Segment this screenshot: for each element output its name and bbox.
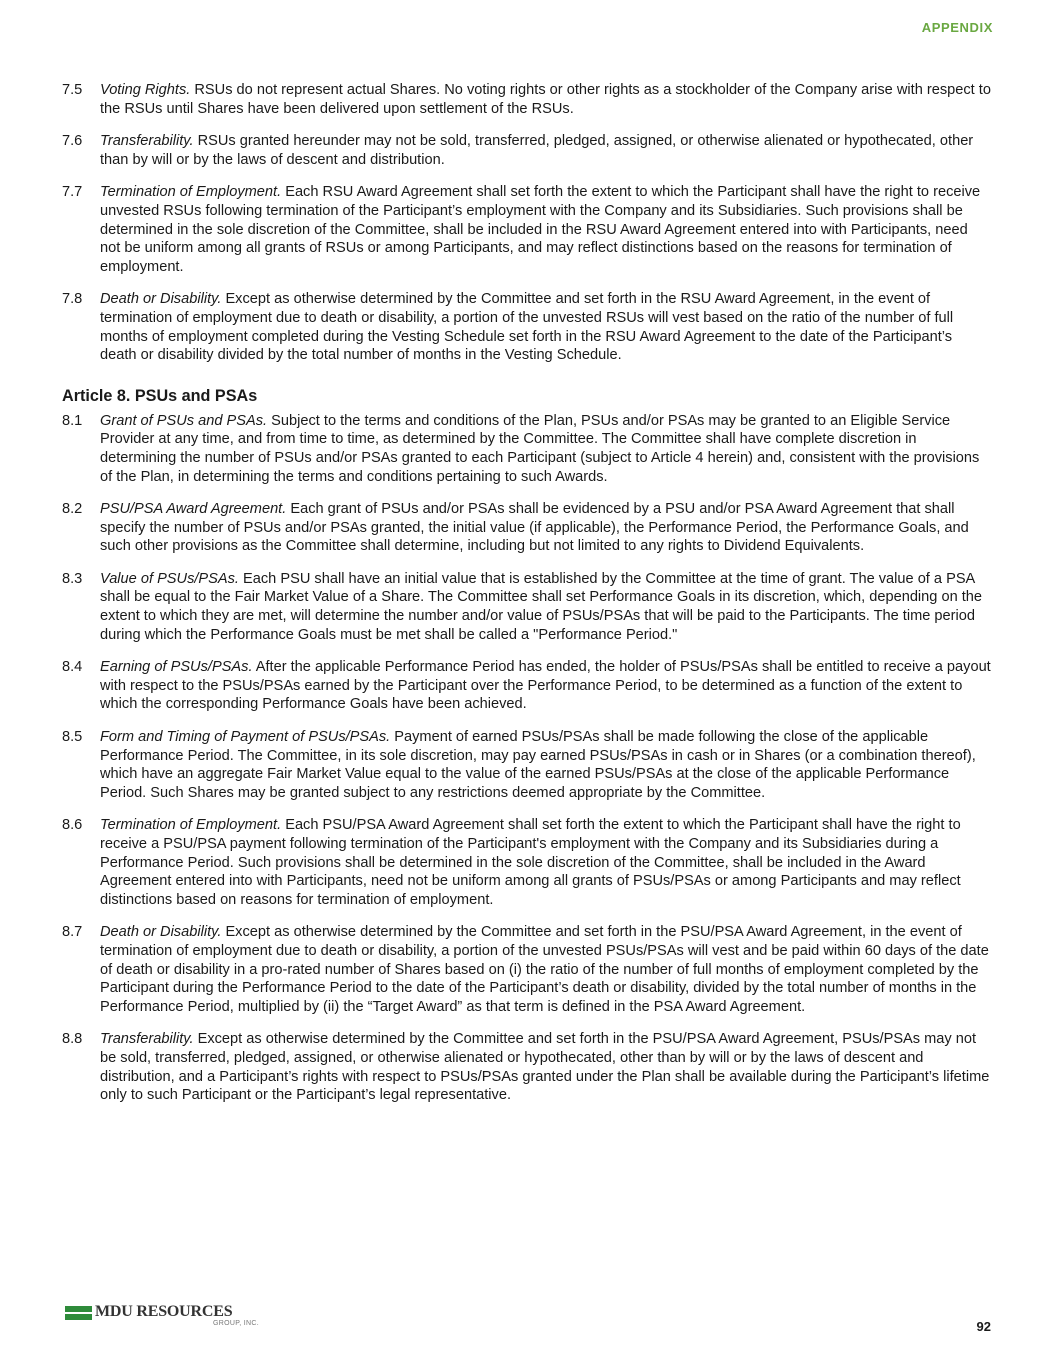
section-8-5 — [62, 728, 992, 802]
section-term: Termination of Employment. — [100, 184, 282, 201]
section-body: Subject to the terms and conditions of the Plan, PSUs and/or PSAs may be granted to an Eligible Service Provider at any time, and from time to time, as determined by the Committee. The Committee shall have complete discretion in determining the number of PSUs and/or PSAs granted to each Participant (subject to Article 4 herein) and, consistent with the provisions of the Plan, in determining the terms and conditions pertaining to such Awards. — [100, 412, 980, 485]
section-body: Except as otherwise determined by the Committee and set forth in the RSU Award Agreement, in the event of termination of employment due to death or disability, a portion of the unvested RSUs will vest based on the ratio of the number of full months of employment completed during the Vesting Schedule set forth in the RSU Award Agreement to the date of the Participant’s death or disability divided by the total number of months in the Vesting Schedule. — [100, 291, 954, 364]
section-body: Each RSU Award Agreement shall set forth the extent to which the Participant shall have the right to receive unvested RSUs following termination of the Participant’s employment with the Company and its Subsidiaries. Such provisions shall be determined in the sole discretion of the Committee, shall be included in the RSU Award Agreement entered into with Participants, need not be uniform among all grants of RSUs or among Participants, and may reflect distinctions based on the reasons for termination of employment. — [100, 184, 981, 275]
logo-subtitle: GROUP, INC. — [213, 1320, 259, 1327]
section-text — [100, 412, 992, 486]
logo-mark-icon — [65, 1306, 92, 1320]
section-8-4 — [62, 658, 992, 714]
section-body: After the applicable Performance Period has ended, the holder of PSUs/PSAs shall be entitled to receive a payout with respect to the PSUs/PSAs earned by the Participant over the Performance Period, to be determined as a function of the extent to which the corresponding Performance Goals have been achieved. — [100, 659, 991, 713]
section-body: Each grant of PSUs and/or PSAs shall be evidenced by a PSU and/or PSA Award Agreement that shall specify the number of PSUs and/or PSAs granted, the initial value (if applicable), the Performance Period, the Performance Goals, and such other provisions as the Committee shall determine, including but not limited to any rights to Dividend Equivalents. — [100, 501, 969, 555]
logo-name: MDU RESOURCES — [95, 1303, 233, 1320]
section-number: 8.1 — [62, 412, 83, 429]
section-term: Form and Timing of Payment of PSUs/PSAs. — [100, 729, 391, 746]
section-number: 7.6 — [62, 133, 83, 150]
section-number: 8.6 — [62, 817, 83, 834]
section-8-2 — [62, 500, 992, 556]
section-text — [100, 81, 992, 118]
section-text — [100, 1030, 992, 1104]
section-term: Death or Disability. — [100, 291, 222, 308]
section-text — [100, 923, 992, 1016]
section-body: RSUs do not represent actual Shares. No voting rights or other rights as a stockholder of the Company arise with respect to the RSUs until Shares have been delivered upon settlement of the RSUs. — [100, 82, 991, 117]
section-term: Death or Disability. — [100, 924, 222, 941]
section-7-7 — [62, 183, 992, 276]
section-term: Termination of Employment. — [100, 817, 282, 834]
section-7-5 — [62, 81, 992, 118]
section-7-6 — [62, 132, 992, 169]
section-body: Except as otherwise determined by the Committee and set forth in the PSU/PSA Award Agreement, PSUs/PSAs may not be sold, transferred, pledged, assigned, or otherwise alienated or hypothecated, other than by will or by the laws of descent and distribution, and a Participant’s rights with respect to PSUs/PSAs granted under the Plan shall be available during the Participant’s lifetime only to such Participant or the Participant’s legal representative. — [100, 1031, 990, 1104]
section-term: Grant of PSUs and PSAs. — [100, 412, 268, 429]
section-term: Transferability. — [100, 1031, 194, 1048]
section-8-3 — [62, 570, 992, 644]
section-body: Payment of earned PSUs/PSAs shall be made following the close of the applicable Performance Period. The Committee, in its sole discretion, may pay earned PSUs/PSAs in cash or in Shares (or a combination thereof), which have an aggregate Fair Market Value equal to the value of the earned PSUs/PSAs at the close of the applicable Performance Period. Such Shares may be granted subject to any restrictions deemed appropriate by the Committee. — [100, 729, 976, 801]
section-term: Earning of PSUs/PSAs. — [100, 659, 253, 676]
section-number: 8.3 — [62, 570, 83, 587]
section-number: 8.8 — [62, 1031, 83, 1048]
section-number: 8.7 — [62, 924, 83, 941]
section-label: APPENDIX — [921, 20, 993, 35]
article-heading: Article 8. PSUs and PSAs — [62, 386, 258, 405]
section-8-6 — [62, 816, 992, 909]
section-text — [100, 570, 992, 644]
section-number: 7.5 — [62, 82, 83, 98]
section-8-7 — [62, 923, 992, 1016]
section-body: Except as otherwise determined by the Committee and set forth in the PSU/PSA Award Agreement, in the event of termination of employment due to death or disability, a portion of the unvested PSUs/PSAs will vest and be paid within 60 days of the date of death or disability in a pro-rated number of Shares based on (i) the ratio of the number of full months of employment completed by the Participant during the Performance Period to the date of the Participant’s death or disability, divided by the total number of months in the Performance Period, multiplied by (ii) the “Target Award” as that term is defined in the PSA Award Agreement. — [100, 924, 989, 1015]
section-8-8 — [62, 1030, 992, 1104]
section-number: 7.7 — [62, 184, 83, 201]
section-term: Value of PSUs/PSAs. — [100, 570, 239, 587]
section-number: 8.2 — [62, 501, 83, 518]
section-7-8 — [62, 290, 992, 364]
section-text — [100, 132, 992, 169]
section-body: Each PSU shall have an initial value that is established by the Committee at the time of grant. The value of a PSA shall be equal to the Fair Market Value of a Share. The Committee shall set Performance Goals in its discretion, which, depending on the extent to which they are met, will determine the number and/or value of PSUs/PSAs that will be paid to the Participants. The time period during which the Performance Goals must be met shall be called a "Performance Period." — [100, 570, 983, 643]
document-body — [62, 81, 992, 1119]
section-text — [100, 500, 992, 556]
section-text — [100, 290, 992, 364]
section-text — [100, 816, 992, 909]
section-term: Transferability. — [100, 133, 194, 150]
section-text — [100, 658, 992, 714]
section-number: 8.4 — [62, 659, 83, 676]
section-term: Voting Rights. — [100, 82, 191, 98]
section-body: Each PSU/PSA Award Agreement shall set forth the extent to which the Participant shall have the right to receive a PSU/PSA payment following termination of the Participant's employment with the Company and its Subsidiaries during a Performance Period. Such provisions shall be determined in the sole discretion of the Committee, shall be included in the Award Agreement entered into with Participants, need not be uniform among all grants of PSUs/PSAs or among Participants and may reflect distinctions based on reasons for termination of employment. — [100, 817, 961, 908]
section-number: 7.8 — [62, 291, 83, 308]
page-number: 92 — [976, 1319, 991, 1334]
section-number: 8.5 — [62, 729, 83, 746]
section-8-1 — [62, 412, 992, 486]
section-body: RSUs granted hereunder may not be sold, transferred, pledged, assigned, or otherwise alienated or hypothecated, other than by will or by the laws of descent and distribution. — [100, 133, 974, 168]
section-term: PSU/PSA Award Agreement. — [100, 501, 287, 518]
section-text — [100, 728, 992, 802]
section-text — [100, 183, 992, 276]
